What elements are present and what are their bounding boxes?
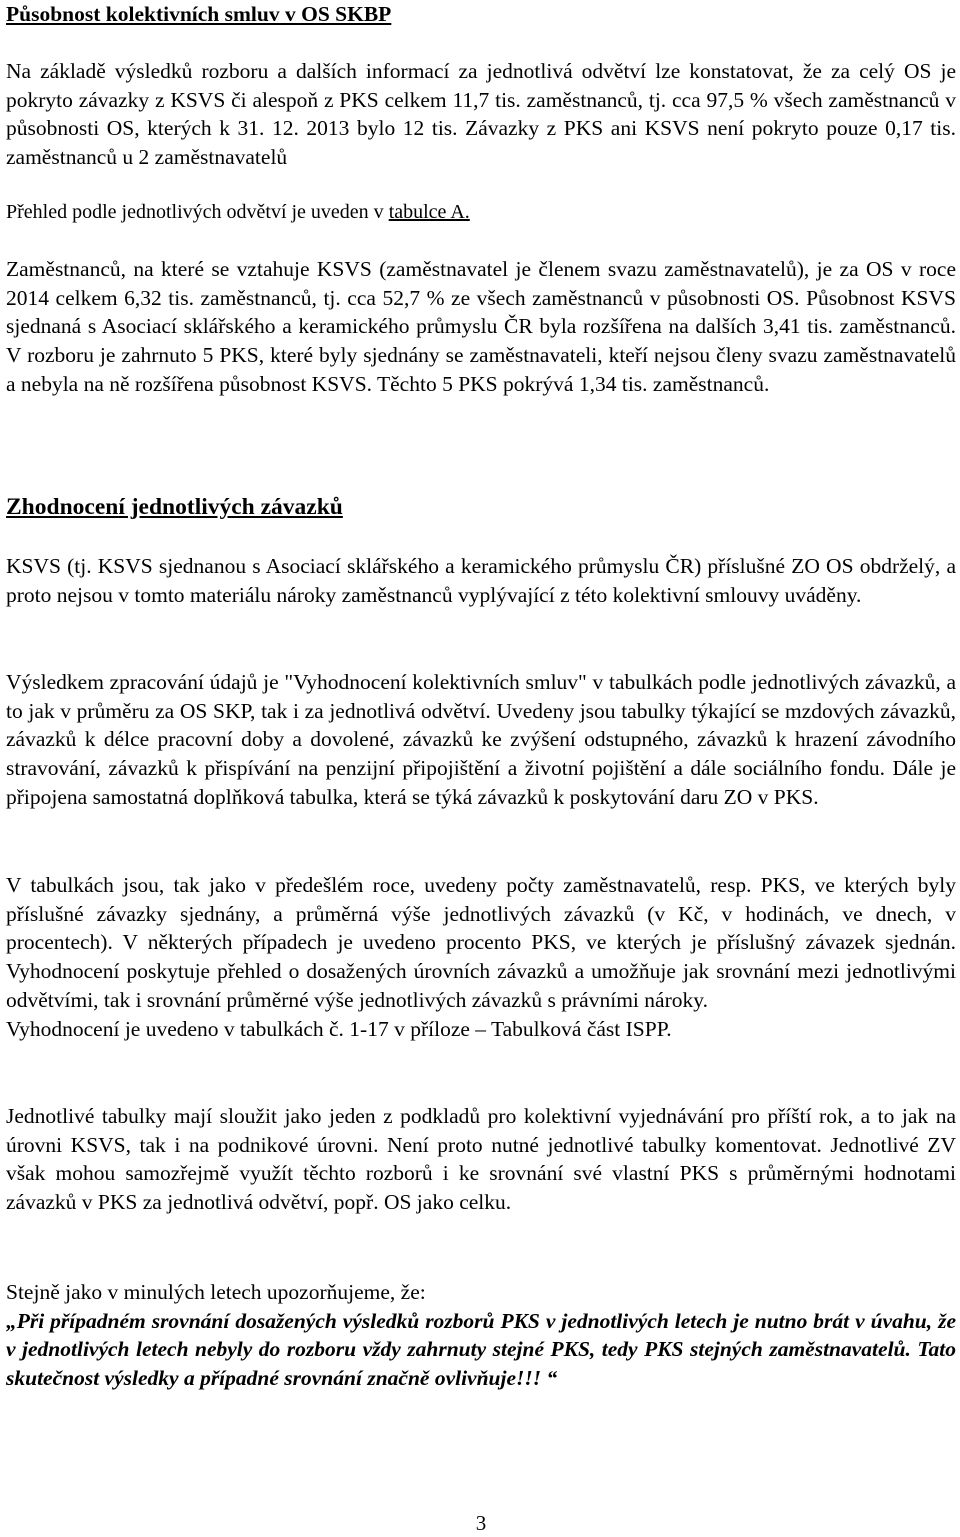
paragraph-ksvs-scope: Zaměstnanců, na které se vztahuje KSVS (zaměstnavatel je členem svazu zaměstnavatelů), je za OS v roce 2014 celkem 6,32 tis. zaměstnanců, tj. cca 52,7 % ze všech zaměstnanců v působnosti OS. Působnost KSVS sjednaná s Asociací sklářského a keramického průmyslu ČR byla rozšířena na dalších 3,41 tis. zaměstnanců. V rozboru je zahrnuto 5 PKS, které byly sjednány se zaměstnavateli, kteří nejsou členy svazu zaměstnavatelů a nebyla na ně rozšířena působnost KSVS. Těchto 5 PKS pokrývá 1,34 tis. zaměstnanců.	[6, 257, 956, 396]
paragraph-overview	[6, 198, 956, 227]
table-a-link[interactable]: tabulce A.	[388, 201, 470, 223]
paragraph-ksvs-note: KSVS (tj. KSVS sjednanou s Asociací sklářského a keramického průmyslu ČR) příslušné ZO OS obdrželý, a proto nejsou v tomto materiálu nároky zaměstnanců vyplývající z této kolektivní smlouvy uváděny.	[6, 554, 956, 607]
paragraph-tables	[6, 871, 956, 1043]
page-number: 3	[475, 1511, 487, 1535]
paragraph-results: Výsledkem zpracování údajů je "Vyhodnocení kolektivních smluv" v tabulkách podle jednotlivých závazků, a to jak v průměru za OS SKP, tak i za jednotlivá odvětví. Uvedeny jsou tabulky týkající se mzdových závazků, závazků k délce pracovní doby a dovolené, závazků ke zvýšení odstupného, závazků k hrazení závodního stravování, závazků k přispívání na penzijní připojištění a životní pojištění a dále sociálního fondu. Dále je připojena samostatná doplňková tabulka, která se týká závazků k poskytování daru ZO v PKS.	[6, 670, 956, 809]
section-heading: Zhodnocení jednotlivých závazků	[6, 494, 343, 520]
paragraph-warning	[6, 1278, 956, 1393]
document-page	[6, 0, 956, 1537]
page-title: Působnost kolektivních smluv v OS SKBP	[6, 2, 392, 26]
warning-quote: „Při případném srovnání dosažených výsledků rozborů PKS v jednotlivých letech je nutno brát v úvahu, že v jednotlivých letech nebyly do rozboru vždy zahrnuty stejné PKS, tedy PKS stejných zaměstnavatelů. Tato skutečnost výsledky a případné srovnání značně ovlivňuje!!! “	[6, 1308, 956, 1391]
paragraph-usage: Jednotlivé tabulky mají sloužit jako jeden z podkladů pro kolektivní vyjednávání pro příští rok, a to jak na úrovni KSVS, tak i na podnikové úrovni. Není proto nutné jednotlivé tabulky komentovat. Jednotlivé ZV však mohou samozřejmě využít těchto rozborů i ke srovnání své vlastní PKS s průměrnými hodnotami závazků v PKS za jednotlivá odvětví, popř. OS jako celku.	[6, 1104, 956, 1215]
warning-intro: Stejně jako v minulých letech upozorňujeme, že:	[6, 1280, 426, 1304]
paragraph-coverage: Na základě výsledků rozboru a dalších informací za jednotlivá odvětví lze konstatovat, že za celý OS je pokryto závazky z KSVS či alespoň z PKS celkem 11,7 tis. zaměstnanců, tj. cca 97,5 % všech zaměstnanců v působnosti OS, kterých k 31. 12. 2013 bylo 12 tis. Závazky z PKS ani KSVS není pokryto pouze 0,17 tis. zaměstnanců u 2 zaměstnavatelů	[6, 59, 956, 170]
paragraph-tables-text: V tabulkách jsou, tak jako v předešlém roce, uvedeny počty zaměstnavatelů, resp. PKS, ve kterých byly příslušné závazky sjednány, a průměrná výše jednotlivých závazků (v Kč, v hodinách, ve dnech, v procentech). V některých případech je uvedeno procento PKS, ve kterých je příslušný závazek sjednán. Vyhodnocení poskytuje přehled o dosažených úrovních závazků a umožňuje jak srovnání mezi jednotlivými odvětvími, tak i srovnání průměrné výše jednotlivých závazků s právními nároky.	[6, 873, 956, 1012]
paragraph-overview-text: Přehled podle jednotlivých odvětví je uveden v	[6, 201, 389, 223]
paragraph-tables-reference: Vyhodnocení je uvedeno v tabulkách č. 1-17 v příloze – Tabulková část ISPP.	[6, 1016, 672, 1041]
